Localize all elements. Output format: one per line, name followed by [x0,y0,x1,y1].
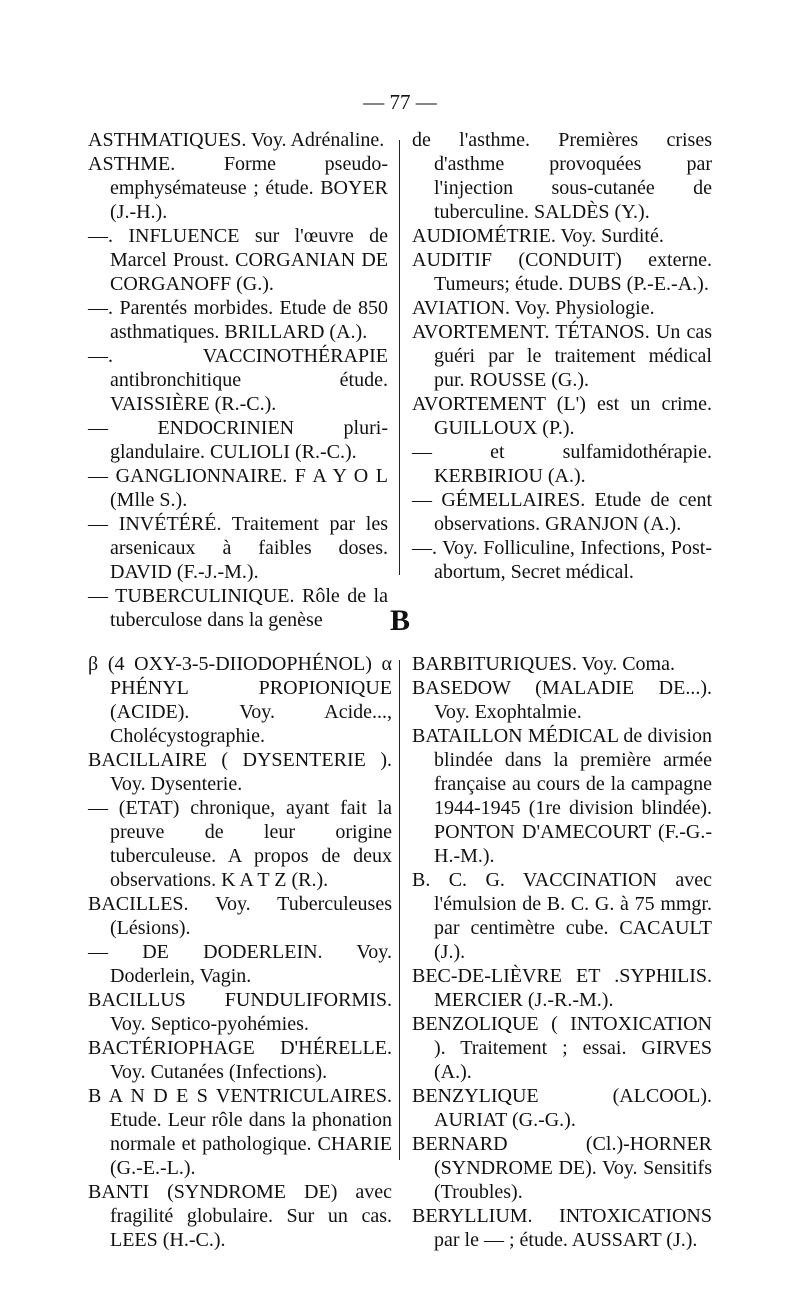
index-entry: BACILLES. Voy. Tuberculeuses (Lésions). [88,893,392,939]
index-entry: BENZOLIQUE ( INTOXICATION ). Traitement ; essai. GIRVES (A.). [412,1013,712,1083]
page-number: — 77 — [363,90,437,114]
index-entry: B. C. G. VACCINATION avec l'émulsion de B. C. G. à 75 mmgr. par centimètre cube. CACAULT (J.). [412,869,712,963]
index-entry: BANTI (SYNDROME DE) avec fragilité globulaire. Sur un cas. LEES (H.-C.). [88,1181,392,1251]
index-entry: —. VACCINOTHÉRAPIE antibronchitique étude. VAISSIÈRE (R.-C.). [88,345,388,415]
index-entry: BACTÉRIOPHAGE D'HÉRELLE. Voy. Cutanées (Infections). [88,1037,392,1083]
column-divider [399,660,400,1160]
index-entry: — et sulfamidothérapie. KERBIRIOU (A.). [412,441,712,487]
index-entry: BACILLUS FUNDULIFORMIS. Voy. Septico-pyohémies. [88,989,392,1035]
section-letter: B [389,604,410,637]
index-entry: B A N D E S VENTRICULAIRES. Etude. Leur rôle dans la phonation normale et pathologique. CHARIE (G.-E.-L.). [88,1085,392,1179]
index-entry: ASTHMATIQUES. Voy. Adrénaline. [88,129,385,151]
index-entry: — (ETAT) chronique, ayant fait la preuve de leur origine tuberculeuse. A propos de deux observations. K A T Z (R.). [88,797,392,891]
index-entry: BEC-DE-LIÈVRE ET .SYPHILIS. MERCIER (J.-R.-M.). [412,965,712,1011]
index-entry: ASTHME. Forme pseudo-emphysémateuse ; étude. BOYER (J.-H.). [88,153,388,223]
index-entry: —. Parentés morbides. Etude de 850 asthmatiques. BRILLARD (A.). [88,297,388,343]
column-divider [399,140,400,575]
index-entry: — GÉMELLAIRES. Etude de cent observations. GRANJON (A.). [412,489,712,535]
index-entry: BASEDOW (MALADIE DE...). Voy. Exophtalmie. [412,677,712,723]
index-entry: — GANGLIONNAIRE. F A Y O L (Mlle S.). [88,465,388,511]
index-entry: BACILLAIRE ( DYSENTERIE ). Voy. Dysenterie. [88,749,392,795]
index-entry: de l'asthme. Premières crises d'asthme provoquées par l'injection sous-cutanée de tuberculine. SALDÈS (Y.). [412,129,712,223]
column-bottom-right [412,652,712,1252]
index-entry: AVORTEMENT (L') est un crime. GUILLOUX (P.). [412,393,712,439]
index-entry: — ENDOCRINIEN pluri-glandulaire. CULIOLI (R.-C.). [88,417,388,463]
column-top-right [412,128,712,584]
index-entry: β (4 OXY-3-5-DIIODOPHÉNOL) α PHÉNYL PROPIONIQUE (ACIDE). Voy. Acide..., Cholécystographie. [88,653,392,747]
index-entry: — DE DODERLEIN. Voy. Doderlein, Vagin. [88,941,392,987]
column-bottom-left [88,652,392,1252]
index-entry: BARBITURIQUES. Voy. Coma. [412,653,675,675]
index-entry: AUDITIF (CONDUIT) externe. Tumeurs; étude. DUBS (P.-E.-A.). [412,249,712,295]
index-entry: AVORTEMENT. TÉTANOS. Un cas guéri par le traitement médical pur. ROUSSE (G.). [412,321,712,391]
index-entry: AVIATION. Voy. Physiologie. [412,297,655,319]
index-entry: BATAILLON MÉDICAL de division blindée dans la première armée française au cours de la campagne 1944-1945 (1re division blindée). PONTON D'AMECOURT (F.-G.-H.-M.). [412,725,712,867]
index-entry: — TUBERCULINIQUE. Rôle de la tuberculose dans la genèse [88,585,388,631]
index-entry: BENZYLIQUE (ALCOOL). AURIAT (G.-G.). [412,1085,712,1131]
index-entry: —. INFLUENCE sur l'œuvre de Marcel Proust. CORGANIAN DE CORGANOFF (G.). [88,225,388,295]
index-entry: BERYLLIUM. INTOXICATIONS par le — ; étude. AUSSART (J.). [412,1205,712,1251]
index-entry: AUDIOMÉTRIE. Voy. Surdité. [412,225,664,247]
index-entry: —. Voy. Folliculine, Infections, Post-abortum, Secret médical. [412,537,712,583]
column-top-left [88,128,388,632]
index-entry: BERNARD (Cl.)-HORNER (SYNDROME DE). Voy. Sensitifs (Troubles). [412,1133,712,1203]
index-entry: — INVÉTÉRÉ. Traitement par les arsenicaux à faibles doses. DAVID (F.-J.-M.). [88,513,388,583]
